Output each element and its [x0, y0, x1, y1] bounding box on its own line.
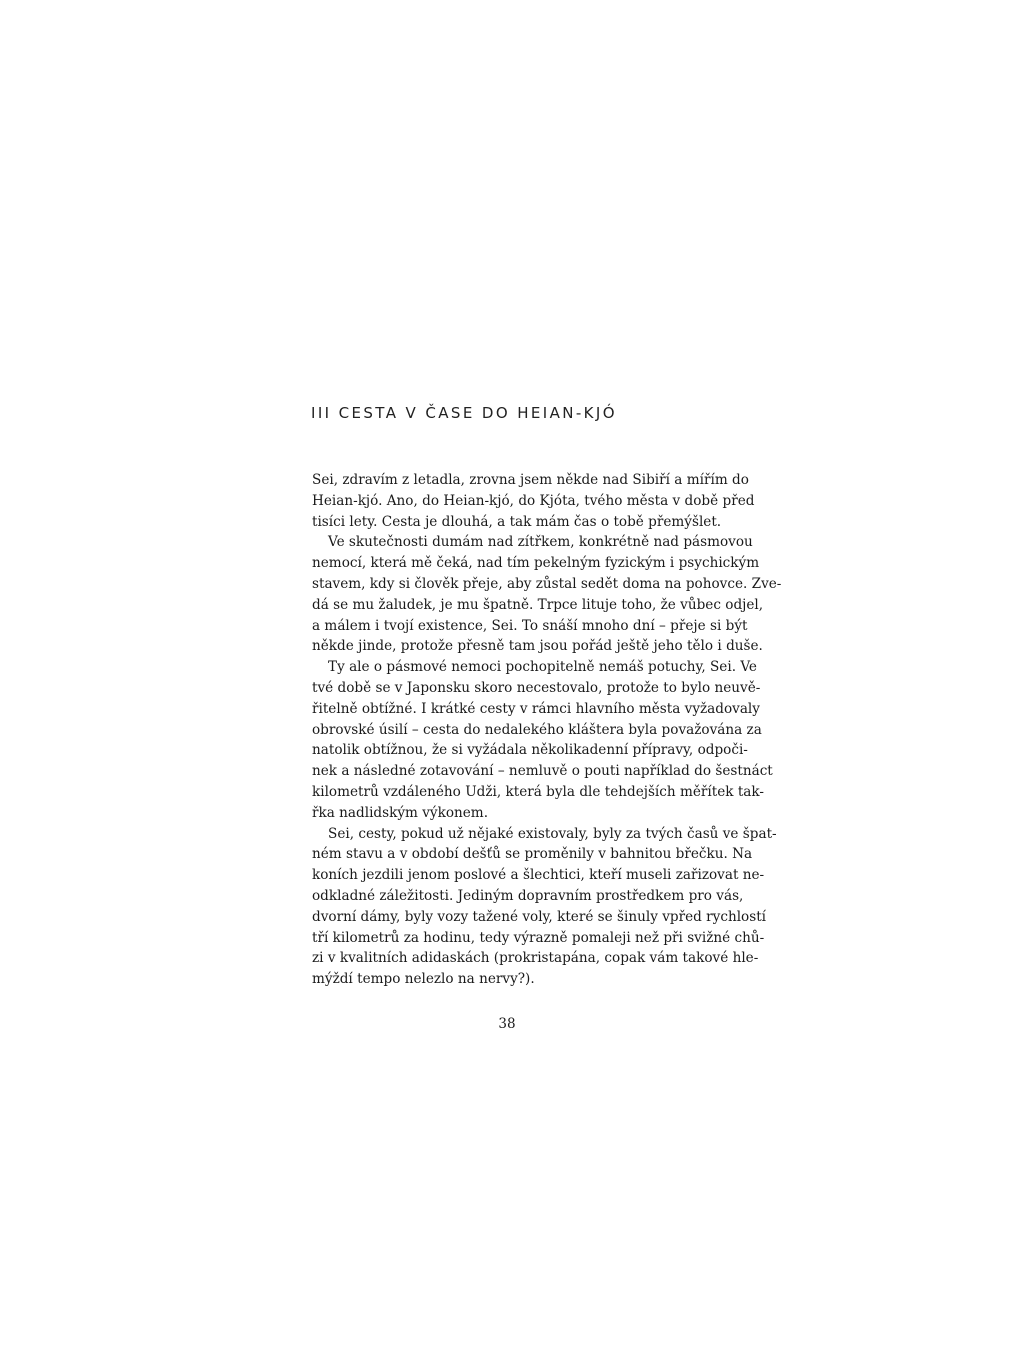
paragraph-2	[312, 532, 782, 657]
text-line: stavem, kdy si člověk přeje, aby zůstal sedět doma na pohovce. Zve-	[312, 575, 782, 592]
paragraph-1	[312, 470, 755, 532]
body-text	[312, 470, 782, 990]
text-line: ném stavu a v období dešťů se proměnily v bahnitou břečku. Na	[312, 846, 753, 863]
paragraph-3	[312, 657, 773, 823]
text-line: tvé době se v Japonsku skoro necestovalo, protože to bylo neuvě-	[312, 679, 761, 696]
text-line: natolik obtížnou, že si vyžádala několikadenní přípravy, odpoči-	[312, 742, 748, 759]
text-line: kilometrů vzdáleného Udži, která byla dle tehdejších měřítek tak-	[312, 783, 764, 800]
text-line: zi v kvalitních adidaskách (prokristapána, copak vám takové hle-	[312, 950, 759, 967]
text-line: Sei, zdravím z letadla, zrovna jsem někde nad Sibiří a mířím do	[312, 472, 749, 488]
text-line: nek a následné zotavování – nemluvě o pouti například do šestnáct	[312, 763, 773, 780]
text-line: někde jinde, protože přesně tam jsou pořád ještě jeho tělo i duše.	[312, 638, 763, 655]
text-line: nemocí, která mě čeká, nad tím pekelným fyzickým i psychickým	[312, 555, 760, 572]
text-line: a málem i tvojí existence, Sei. To snáší mnoho dní – přeje si být	[312, 617, 748, 634]
text-line: dvorní dámy, byly vozy tažené voly, které se šinuly vpřed rychlostí	[312, 908, 767, 925]
paragraph-4	[312, 824, 777, 990]
page-number: 38	[498, 1016, 516, 1032]
text-line: řitelně obtížné. I krátké cesty v rámci hlavního města vyžadovaly	[312, 700, 760, 717]
text-line: odkladné záležitosti. Jediným dopravním prostředkem pro vás,	[312, 887, 744, 904]
text-line: tisíci lety. Cesta je dlouhá, a tak mám čas o tobě přemýšlet.	[312, 513, 722, 530]
text-line: Ty ale o pásmové nemoci pochopitelně nemáš potuchy, Sei. Ve	[328, 659, 757, 676]
text-line: obrovské úsilí – cesta do nedalekého kláštera byla považována za	[312, 721, 762, 738]
chapter-title: III CESTA V ČASE DO HEIAN-KJÓ	[311, 404, 617, 422]
text-line: Ve skutečnosti dumám nad zítřkem, konkrétně nad pásmovou	[328, 534, 753, 551]
text-line: dá se mu žaludek, je mu špatně. Trpce lituje toho, že vůbec odjel,	[312, 596, 764, 613]
text-line: koních jezdili jenom poslové a šlechtici, kteří museli zařizovat ne-	[312, 867, 765, 884]
text-line: řka nadlidským výkonem.	[312, 804, 489, 821]
text-line: Sei, cesty, pokud už nějaké existovaly, byly za tvých časů ve špat-	[328, 825, 777, 842]
text-line: Heian-kjó. Ano, do Heian-kjó, do Kjóta, tvého města v době před	[312, 492, 755, 509]
text-line: tří kilometrů za hodinu, tedy výrazně pomaleji než při svižné chů-	[312, 929, 765, 946]
text-line: mýždí tempo nelezlo na nervy?).	[312, 971, 535, 988]
